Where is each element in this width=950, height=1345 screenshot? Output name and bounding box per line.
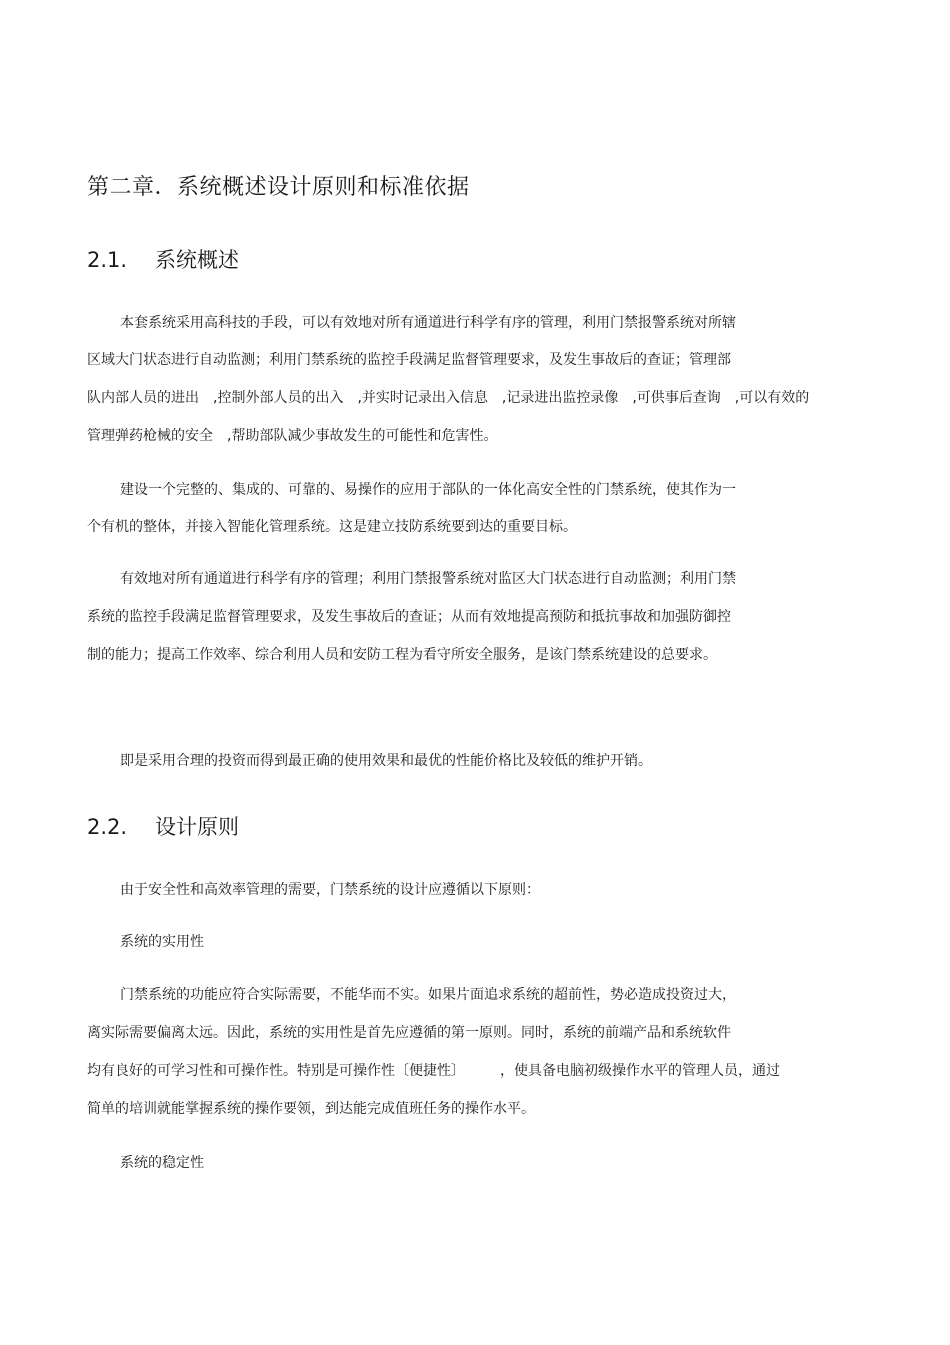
paragraph-line: 个有机的整体，并接入智能化管理系统。这是建立技防系统要到达的重要目标。 <box>87 519 577 535</box>
paragraph-line: 离实际需要偏离太远。因此，系统的实用性是首先应遵循的第一原则。同时，系统的前端产品和系统软件 <box>87 1025 731 1041</box>
principle-title: 系统的实用性 <box>120 934 204 950</box>
section-heading-2-2 <box>87 812 239 842</box>
paragraph-line: 均有良好的可学习性和可操作性。特别是可操作性〔便捷性〕 ，使具备电脑初级操作水平的管理人员，通过 <box>87 1063 780 1079</box>
paragraph-line: 有效地对所有通道进行科学有序的管理；利用门禁报警系统对监区大门状态进行自动监测；利用门禁 <box>120 571 736 587</box>
paragraph-line: 区域大门状态进行自动监测；利用门禁系统的监控手段满足监督管理要求，及发生事故后的查证；管理部 <box>87 352 731 368</box>
section-number: 2.1. <box>87 248 128 272</box>
paragraph-line: 系统的监控手段满足监督管理要求，及发生事故后的查证；从而有效地提高预防和抵抗事故和加强防御控 <box>87 609 731 625</box>
paragraph-line: 即是采用合理的投资而得到最正确的使用效果和最优的性能价格比及较低的维护开销。 <box>120 753 652 769</box>
paragraph-line: 本套系统采用高科技的手段，可以有效地对所有通道进行科学有序的管理，利用门禁报警系统对所辖 <box>120 315 736 331</box>
paragraph-line: 管理弹药枪械的安全 ,帮助部队减少事故发生的可能性和危害性。 <box>87 428 498 444</box>
section-title: 系统概述 <box>155 248 239 272</box>
section-title: 设计原则 <box>155 815 239 839</box>
chapter-title: 第二章．系统概述设计原则和标准依据 <box>87 175 470 200</box>
paragraph-line: 门禁系统的功能应符合实际需要，不能华而不实。如果片面追求系统的超前性，势必造成投资过大， <box>120 987 736 1003</box>
section-number: 2.2. <box>87 815 128 839</box>
section-heading-2-1 <box>87 245 239 275</box>
paragraph-line: 制的能力；提高工作效率、综合利用人员和安防工程为看守所安全服务，是该门禁系统建设的总要求。 <box>87 647 717 663</box>
paragraph-line: 由于安全性和高效率管理的需要，门禁系统的设计应遵循以下原则： <box>120 882 540 898</box>
paragraph-line: 建设一个完整的、集成的、可靠的、易操作的应用于部队的一体化高安全性的门禁系统，使其作为一 <box>120 482 736 498</box>
principle-title: 系统的稳定性 <box>120 1155 204 1171</box>
paragraph-line: 简单的培训就能掌握系统的操作要领，到达能完成值班任务的操作水平。 <box>87 1101 535 1117</box>
paragraph-line: 队内部人员的进出 ,控制外部人员的出入 ,并实时记录出入信息 ,记录进出监控录像 ,可供事后查询 ,可以有效的 <box>87 390 810 406</box>
